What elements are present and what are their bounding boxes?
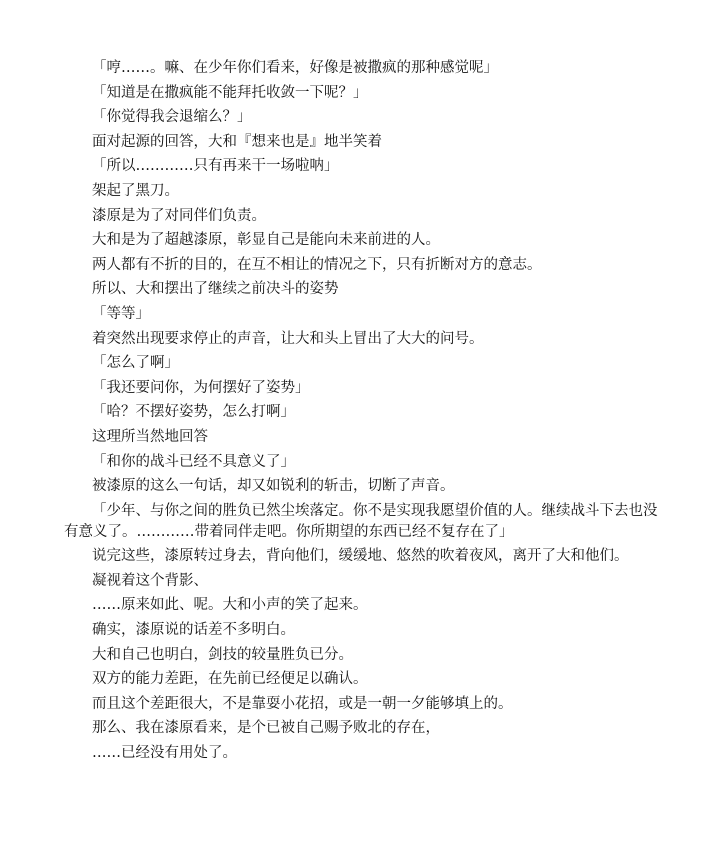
paragraph: 「所以…………只有再来干一场啦呐」 (92, 158, 339, 175)
paragraph: 「和你的战斗已经不具意义了」 (92, 453, 295, 470)
paragraph: 而且这个差距很大，不是靠耍小花招，或是一朝一夕能够填上的。 (92, 695, 513, 712)
document-page (64, 58, 662, 768)
paragraph: 凝视着这个背影、 (92, 572, 208, 589)
paragraph: ……已经没有用处了。 (92, 745, 237, 762)
paragraph: 面对起源的回答，大和『想来也是』地半笑着 (92, 133, 382, 150)
paragraph: 着突然出现要求停止的声音，让大和头上冒出了大大的问号。 (92, 330, 484, 347)
paragraph: 「你觉得我会退缩么？」 (92, 109, 252, 126)
paragraph: 两人都有不折的目的，在互不相让的情况之下，只有折断对方的意志。 (92, 256, 542, 273)
paragraph: 说完这些，漆原转过身去，背向他们，缓缓地、悠然的吹着夜风，离开了大和他们。 (92, 548, 629, 565)
paragraph: 这理所当然地回答 (92, 428, 208, 445)
paragraph: 「少年、与你之间的胜负已然尘埃落定。你不是实现我愿望价值的人。继续战斗下去也没有意义了。…………带着同伴走吧。你所期望的东西已经不复存在了」 (64, 502, 658, 540)
paragraph: 漆原是为了对同伴们负责。 (92, 207, 266, 224)
paragraph: 确实，漆原说的话差不多明白。 (92, 622, 295, 639)
paragraph: 「哈？不摆好姿势，怎么打啊」 (92, 404, 295, 421)
paragraph: 被漆原的这么一句话，却又如锐利的斩击，切断了声音。 (92, 478, 455, 495)
paragraph: 「怎么了啊」 (92, 355, 179, 372)
paragraph: 大和自己也明白，剑技的较量胜负已分。 (92, 646, 353, 663)
paragraph: ……原来如此、呢。大和小声的笑了起来。 (92, 597, 368, 614)
paragraph: 「哼……。嘛、在少年你们看来，好像是被撒疯的那种感觉呢」 (92, 60, 498, 76)
paragraph: 架起了黑刀。 (92, 182, 179, 199)
paragraph: 「等等」 (92, 305, 150, 322)
paragraph: 双方的能力差距，在先前已经便足以确认。 (92, 671, 368, 688)
paragraph: 「我还要问你，为何摆好了姿势」 (92, 379, 310, 396)
paragraph: 那么、我在漆原看来，是个已被自己赐予败北的存在， (92, 720, 440, 737)
paragraph: 所以、大和摆出了继续之前决斗的姿势 (92, 281, 339, 298)
paragraph: 大和是为了超越漆原，彰显自己是能向未来前进的人。 (92, 232, 440, 249)
paragraph: 「知道是在撒疯能不能拜托收敛一下呢？」 (92, 84, 368, 101)
